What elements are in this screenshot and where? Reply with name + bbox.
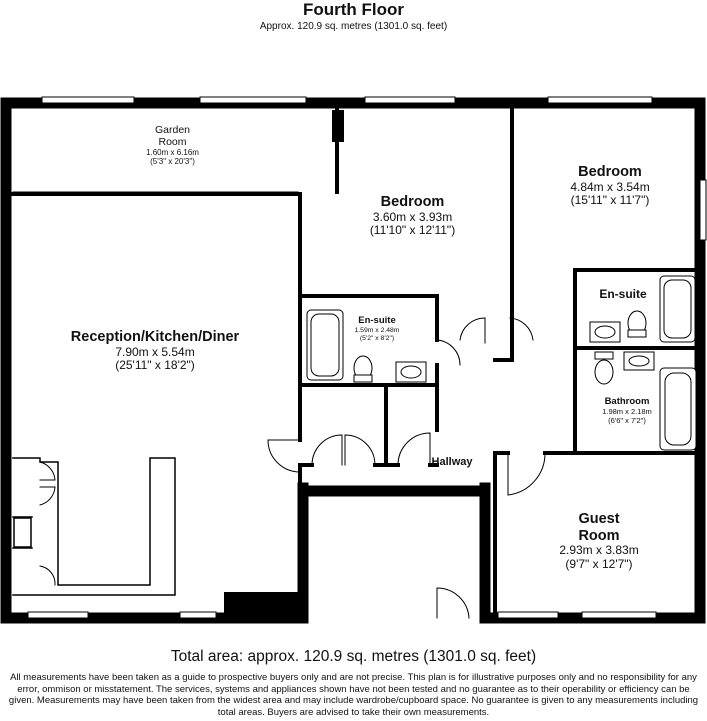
room-metric: 7.90m x 5.54m xyxy=(115,344,195,359)
room-label-reception xyxy=(30,329,280,373)
room-name: En-suite xyxy=(599,287,647,301)
room-label-bedroom-center xyxy=(345,194,480,238)
room-imperial: (5'3" x 20'3") xyxy=(150,157,195,167)
room-label-ensuite-right xyxy=(588,288,658,302)
room-label-bathroom xyxy=(588,397,666,425)
room-imperial: (9'7" x 12'7") xyxy=(565,557,633,572)
room-name: Bathroom xyxy=(604,396,650,407)
room-name: En-suite xyxy=(358,315,396,326)
room-imperial: (6'6" x 7'2") xyxy=(608,415,646,425)
page-title: Fourth Floor xyxy=(302,0,405,19)
room-name: Garden xyxy=(154,124,191,136)
room-imperial: (25'11" x 18'2") xyxy=(115,358,195,373)
room-label-bedroom-right xyxy=(545,164,675,208)
room-metric: 1.60m x 6.16m xyxy=(146,148,199,158)
structural-column xyxy=(224,592,300,614)
room-name: Bedroom xyxy=(578,164,642,180)
room-name: Hallway xyxy=(431,456,473,468)
disclaimer: All measurements have been taken as a guide to prospective buyers only and are not precise. This plan is for illustrative purposes only and no responsibility for any error, ommison or misstatement. The services, systems and appliances shown have not been tested and no guarantee as to their operability or efficiency can be given. Measurements may have been taken from the widest area and may include wardrobe/cupboard space. No guarantee is given to any measurements including total areas. Buyers are advised to take their own measurements. xyxy=(8,672,699,718)
page-subtitle: Approx. 120.9 sq. metres (1301.0 sq. feet) xyxy=(259,21,448,32)
room-name: Bedroom xyxy=(380,194,445,210)
room-metric: 3.60m x 3.93m xyxy=(372,209,453,224)
room-name: Room xyxy=(158,136,187,149)
room-metric: 1.59m x 2.48m xyxy=(354,326,400,334)
structural-column xyxy=(332,110,344,142)
room-label-guest-room xyxy=(540,511,658,572)
room-label-garden-room xyxy=(115,124,230,167)
room-name: Reception/Kitchen/Diner xyxy=(70,329,240,345)
room-imperial: (15'11" x 11'7") xyxy=(570,193,650,208)
room-label-hallway xyxy=(420,456,484,469)
kitchen-counter xyxy=(13,458,175,595)
room-imperial: (11'10" x 12'11") xyxy=(369,223,456,238)
room-label-ensuite-left xyxy=(342,316,412,343)
room-metric: 1.98m x 2.18m xyxy=(602,406,652,416)
total-area: Total area: approx. 120.9 sq. metres (1301.0 sq. feet) xyxy=(170,648,537,665)
room-metric: 4.84m x 3.54m xyxy=(570,179,650,194)
room-metric: 2.93m x 3.83m xyxy=(559,543,639,558)
room-name: Guest xyxy=(578,511,620,527)
room-name: Room xyxy=(578,527,620,544)
room-imperial: (5'2" x 8'2") xyxy=(359,334,395,342)
